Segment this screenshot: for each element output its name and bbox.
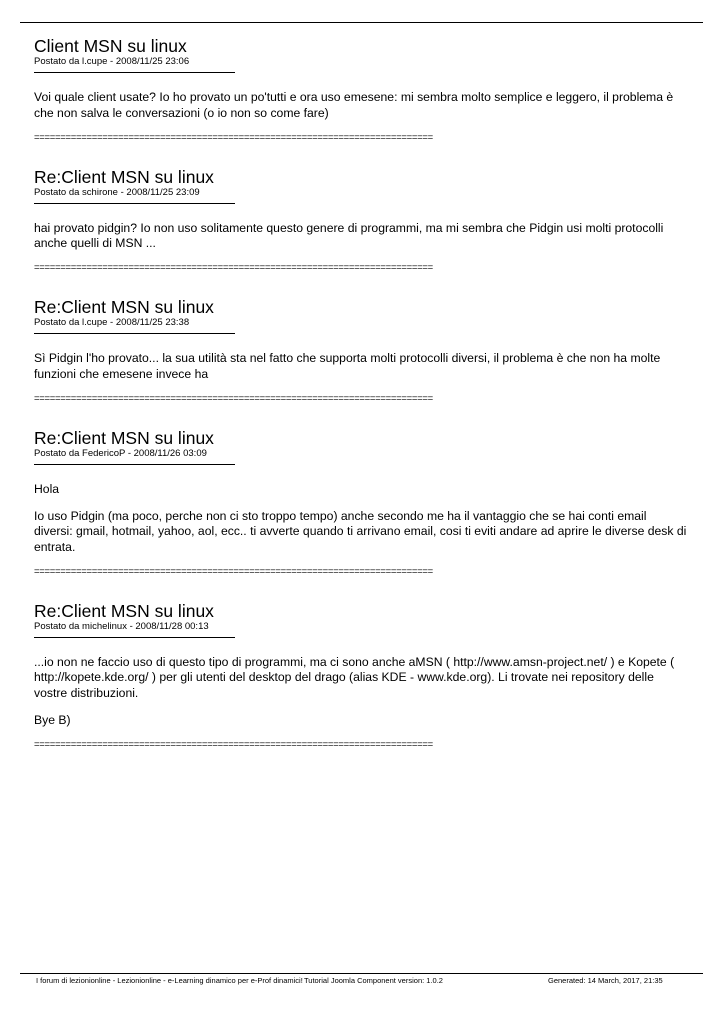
post-paragraph: hai provato pidgin? Io non uso solitamente questo genere di programmi, ma mi sembra che Pidgin usi molti protocolli anche quelli di MSN ... [34,220,664,250]
post [34,429,688,577]
post-meta: Postato da FedericoP - 2008/11/26 03:09 [34,447,207,459]
post-meta: Postato da l.cupe - 2008/11/25 23:06 [34,56,190,67]
post-paragraph: Io uso Pidgin (ma poco, perche non ci sto troppo tempo) anche secondo me ha il vantaggio che se hai conti email diversi: gmail, hotmail, yahoo, aol, ecc.. ti avverte quando ti arrivano email, cosi ti eviti andare ad aprire le diverse desk di entrata. [34,508,687,554]
post [34,37,688,143]
post-separator: ============================================================================ [34,263,433,273]
post-paragraph: Sì Pidgin l'ho provato... la sua utilità sta nel fatto che supporta molti protocolli diversi, il problema è che non ha molte funzioni che emesene invece ha [34,351,661,381]
meta-rule [34,464,235,465]
post-title: Re:Client MSN su linux [34,427,214,448]
post-body [34,351,688,382]
footer-component-version: Tutorial Joomla Component version: 1.0.2 [304,976,443,985]
post-title: Re:Client MSN su linux [34,166,214,187]
post-body [34,482,688,556]
post-body [34,221,688,252]
post-separator: ============================================================================ [34,132,433,143]
meta-rule [34,333,235,334]
post-meta: Postato da schirone - 2008/11/25 23:09 [34,186,200,198]
post-separator: ============================================================================ [34,566,433,577]
post-body [34,655,688,729]
post-title: Re:Client MSN su linux [34,297,214,317]
post-paragraph: Bye B) [34,712,71,727]
post-title: Re:Client MSN su linux [34,600,214,621]
post-title: Client MSN su linux [34,36,187,56]
post-meta: Postato da michelinux - 2008/11/28 00:13 [34,620,209,632]
meta-rule [34,637,235,638]
footer-site-name: I forum di lezionionline - Lezionionline - e-Learning dinamico per e-Prof dinamici! [36,976,303,985]
top-rule [20,22,703,23]
footer-generated-date: Generated: 14 March, 2017, 21:35 [548,976,663,985]
meta-rule [34,203,235,204]
post-meta: Postato da l.cupe - 2008/11/25 23:38 [34,317,190,328]
post [34,168,688,274]
post-separator: ============================================================================ [34,739,433,750]
post-list [34,37,688,775]
post-paragraph: Hola [34,481,60,496]
footer-rule [20,973,703,974]
meta-rule [34,72,235,73]
post-body [34,90,688,121]
post [34,602,688,750]
post [34,298,688,404]
post-paragraph: Voi quale client usate? Io ho provato un po'tutti e ora uso emesene: mi sembra molto semplice e leggero, il problema è che non salva le conversazioni (o io non so come fare) [34,90,674,120]
post-separator: ============================================================================ [34,393,433,404]
post-paragraph: ...io non ne faccio uso di questo tipo di programmi, ma ci sono anche aMSN ( http://www.amsn-project.net/ ) e Kopete ( http://kopete.kde.org/ ) per gli utenti del desktop del drago (alias KDE - www.kde.org). Li trovate nei repository delle vostre distribuzioni. [34,654,675,700]
